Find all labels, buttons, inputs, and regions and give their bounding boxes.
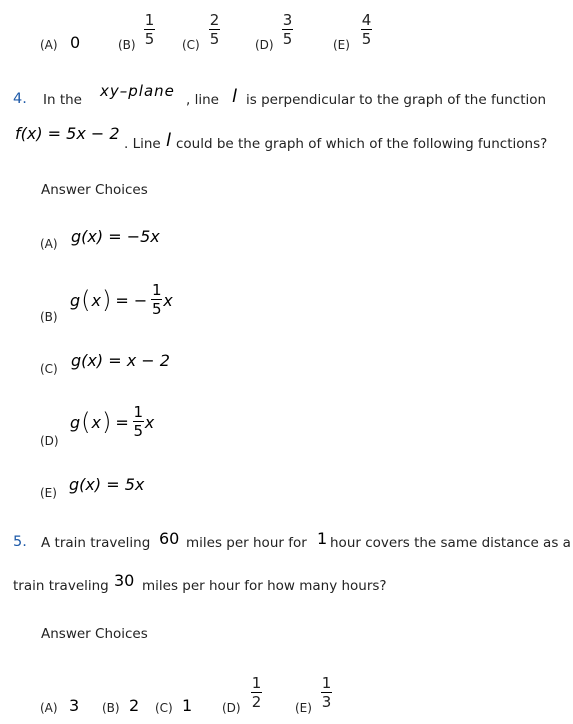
question-text: . Line (124, 136, 161, 152)
q4-choice-b-expr: g ( x ) = − $\frac{1}{5}$ x (70, 281, 173, 319)
question-text: miles per hour for how many hours? (142, 578, 387, 594)
q5-choice-a-value: 3 (69, 696, 80, 715)
question-text: In the (43, 92, 82, 108)
math-var-l: l (232, 86, 238, 107)
fraction: $\frac{1}{5}$ (152, 281, 162, 319)
fraction-numerator: 4 (361, 11, 372, 29)
q4-choice-c-label[interactable]: (C) (40, 362, 58, 376)
q3-choice-c-label[interactable]: (C) (182, 38, 200, 52)
q5-choice-d-fraction (251, 676, 262, 710)
math-var-l: l (166, 130, 172, 151)
q5-choice-b-value: 2 (129, 696, 140, 715)
question-text: hour covers the same distance as a (330, 535, 571, 551)
q4-choice-e-label[interactable]: (E) (40, 486, 57, 500)
answer-choices-heading: Answer Choices (41, 182, 148, 198)
q4-choice-d-expr: g ( x ) = $\frac{1}{5}$ x (70, 403, 155, 441)
fraction: $\frac{1}{5}$ (133, 403, 144, 441)
q4-choice-a-expr: g(x) = −5x (71, 227, 160, 246)
fraction-numerator: 1 (251, 674, 262, 692)
question-number: 5. (13, 534, 27, 550)
q5-choice-e-fraction (321, 676, 332, 710)
q4-choice-c-expr: g(x) = x − 2 (71, 351, 170, 370)
q5-choice-c-value: 1 (182, 696, 193, 715)
fraction-denominator: 2 (251, 693, 262, 712)
q3-choice-e-label[interactable]: (E) (333, 38, 350, 52)
q3-choice-b-fraction (144, 13, 155, 47)
fraction-numerator: 1 (144, 11, 155, 29)
q5-choice-d-label[interactable]: (D) (222, 701, 241, 715)
question-text: train traveling (13, 578, 109, 594)
q3-choice-a-label[interactable]: (A) (40, 38, 58, 52)
q3-choice-c-fraction (209, 13, 220, 47)
question-number: 4. (13, 91, 27, 107)
math-hours: 1 (317, 529, 328, 548)
question-text: is perpendicular to the graph of the function (246, 92, 547, 108)
question-text: A train traveling (41, 535, 151, 551)
q4-choice-e-expr: g(x) = 5x (69, 475, 145, 494)
question-text: could be the graph of which of the following functions? (176, 136, 548, 152)
q4-choice-d-label[interactable]: (D) (40, 434, 59, 448)
math-term-xy-plane: xy–plane (100, 82, 175, 100)
question-text: miles per hour for (186, 535, 307, 551)
math-speed-1: 60 (159, 529, 180, 548)
q5-choice-a-label[interactable]: (A) (40, 701, 58, 715)
math-function: f(x) = 5x − 2 (15, 124, 120, 143)
q3-choice-d-label[interactable]: (D) (255, 38, 274, 52)
q4-choice-b-label[interactable]: (B) (40, 310, 58, 324)
fraction-denominator: 5 (282, 30, 293, 49)
question-text: , line (186, 92, 219, 108)
fraction-denominator: 5 (144, 30, 155, 49)
q3-choice-b-label[interactable]: (B) (118, 38, 136, 52)
q3-choice-d-fraction (282, 13, 293, 47)
fraction-denominator: 5 (361, 30, 372, 49)
q5-choice-b-label[interactable]: (B) (102, 701, 120, 715)
q4-choice-a-label[interactable]: (A) (40, 237, 58, 251)
fraction-numerator: 1 (321, 674, 332, 692)
q3-choice-e-fraction (361, 13, 372, 47)
answer-choices-heading: Answer Choices (41, 626, 148, 642)
fraction-numerator: 2 (209, 11, 220, 29)
q3-choice-a-value: 0 (70, 33, 81, 52)
fraction-denominator: 3 (321, 693, 332, 712)
fraction-denominator: 5 (209, 30, 220, 49)
q5-choice-c-label[interactable]: (C) (155, 701, 173, 715)
q5-choice-e-label[interactable]: (E) (295, 701, 312, 715)
math-speed-2: 30 (114, 571, 135, 590)
fraction-numerator: 3 (282, 11, 293, 29)
